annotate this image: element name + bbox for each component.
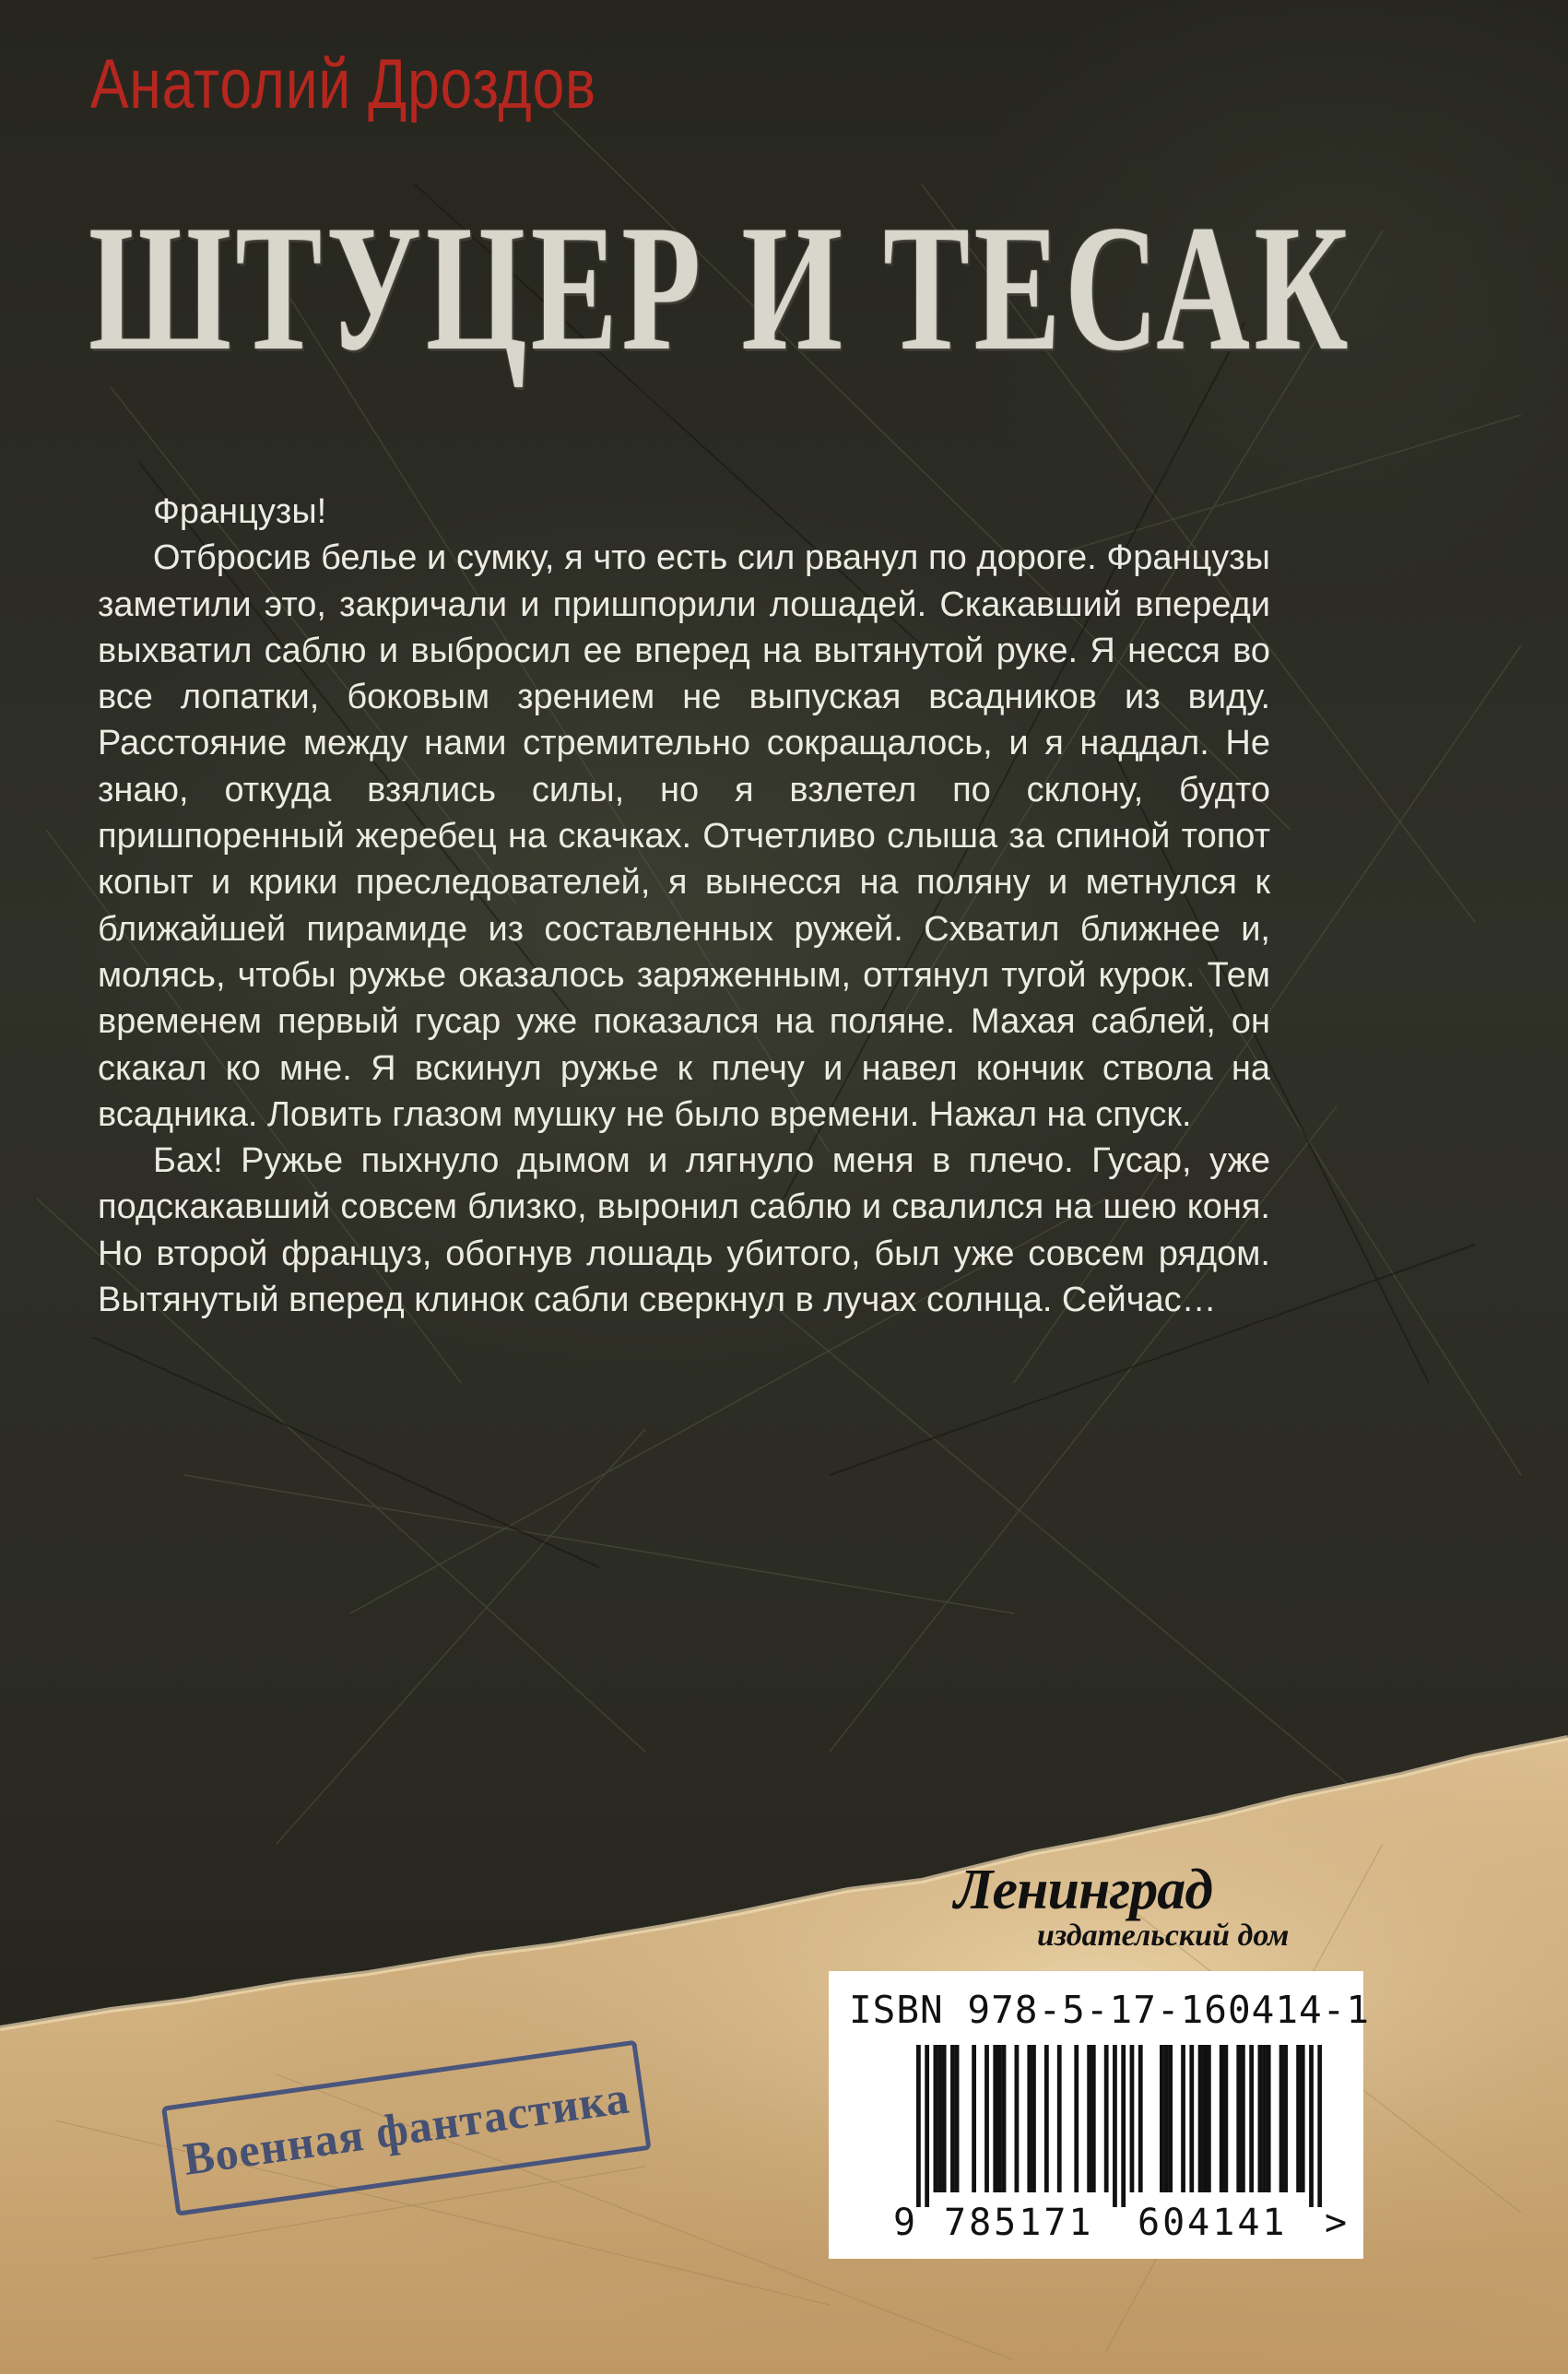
barcode-bar — [1267, 2045, 1271, 2192]
barcode-bar — [925, 2045, 929, 2207]
barcode-bar — [1091, 2045, 1096, 2192]
barcode-bar — [1249, 2045, 1254, 2192]
barcode-bar — [1168, 2045, 1173, 2192]
barcode-bar — [1181, 2045, 1185, 2192]
barcode-bar — [1296, 2045, 1301, 2192]
barcode-bar — [1160, 2045, 1164, 2192]
genre-stamp-text: Военная фантастика — [180, 2071, 633, 2185]
isbn-barcode-block — [829, 1971, 1371, 2259]
barcode-bar — [1087, 2045, 1091, 2192]
barcode-bar — [1138, 2045, 1143, 2192]
barcode-bar — [1189, 2045, 1194, 2192]
publisher-logo — [954, 1858, 1323, 1959]
barcode-bar — [1032, 2045, 1036, 2192]
barcode-bar — [972, 2045, 976, 2192]
barcode-bar — [1104, 2045, 1109, 2192]
barcode-bar — [1113, 2045, 1117, 2207]
barcode-bar — [1283, 2045, 1288, 2192]
barcode-bar — [1044, 2045, 1049, 2192]
barcode-bar — [937, 2045, 942, 2192]
barcode-bar — [955, 2045, 960, 2192]
barcode-bar — [1317, 2045, 1322, 2207]
barcode-bar — [1207, 2045, 1211, 2192]
publisher-name: Ленинград — [954, 1859, 1213, 1921]
barcode-image — [916, 2045, 1322, 2207]
barcode-bar — [1223, 2045, 1228, 2192]
barcode-bar — [1309, 2045, 1314, 2207]
barcode-bar — [1130, 2045, 1135, 2192]
barcode-bar — [984, 2045, 989, 2192]
blurb-paragraph: Французы! — [153, 492, 327, 531]
book-title: ШТУЦЕР И ТЕСАК — [88, 188, 1352, 388]
publisher-subtitle: издательский дом — [1037, 1919, 1290, 1953]
barcode-quiet-zone-mark: > — [1325, 2202, 1348, 2244]
barcode-bar — [1220, 2045, 1224, 2192]
barcode-bar — [1202, 2045, 1207, 2192]
barcode-bar — [1198, 2045, 1203, 2192]
barcode-bar — [1027, 2045, 1032, 2192]
barcode-bar — [942, 2045, 947, 2192]
barcode-bar — [950, 2045, 955, 2192]
barcode-bar — [1002, 2045, 1007, 2192]
barcode-bar — [1121, 2045, 1126, 2207]
barcode-bar — [1258, 2045, 1263, 2192]
barcode-bar — [1241, 2045, 1245, 2192]
barcode-bar — [1301, 2045, 1305, 2192]
barcode-digit-group-1: 785171 — [944, 2202, 1094, 2244]
barcode-digit-group-2: 604141 — [1138, 2202, 1288, 2244]
barcode-bar — [1074, 2045, 1079, 2192]
barcode-bar — [997, 2045, 1002, 2192]
barcode-bar — [1164, 2045, 1169, 2192]
barcode-bar — [1262, 2045, 1267, 2192]
blurb-text — [98, 489, 1270, 1323]
barcode-bar — [916, 2045, 921, 2207]
barcode-bar — [993, 2045, 997, 2192]
barcode-bar — [1279, 2045, 1284, 2192]
blurb-paragraph: Отбросив белье и сумку, я что есть сил рванул по дороге. Французы заметили это, закричали и пришпорили лошадей. Скакавший впереди выхватил саблю и выбросил ее вперед на вытянутой руке. Я несся во все лопатки, боковым зрением не выпуская всадников из виду. Расстояние между нами стремительно сокращалось, и я наддал. Не знаю, откуда взялись силы, но я взлетел по склону, будто пришпоренный жеребец на скачках. Отчетливо слыша за спиной топот копыт и крики преследователей, я вынесся на поляну и метнулся к ближайшей пирамиде из составленных ружей. Схватил ближнее и, молясь, чтобы ружье оказалось заряженным, оттянул тугой курок. Тем временем первый гусар уже показался на поляне. Махая саблей, он скакал ко мне. Я вскинул ружье к плечу и навел кончик ствола на всадника. Ловить глазом мушку не было времени. Нажал на спуск. — [98, 538, 1270, 1134]
barcode-bar — [934, 2045, 938, 2192]
blurb-paragraph: Бах! Ружье пыхнуло дымом и лягнуло меня в плечо. Гусар, уже подскакавший совсем близко, выронил саблю и свалился на шею коня. Но второй француз, обогнув лошадь убитого, был уже совсем рядом. Вытянутый вперед клинок сабли сверкнул в лучах солнца. Сейчас… — [98, 1141, 1270, 1320]
isbn-label: ISBN 978-5-17-160414-1 — [849, 1988, 1371, 2032]
barcode-digit-first: 9 — [893, 2202, 916, 2244]
barcode-bar — [1015, 2045, 1020, 2192]
barcode-bar — [1236, 2045, 1241, 2192]
author-name: Анатолий Дроздов — [90, 45, 596, 124]
barcode-bar — [1057, 2045, 1062, 2192]
